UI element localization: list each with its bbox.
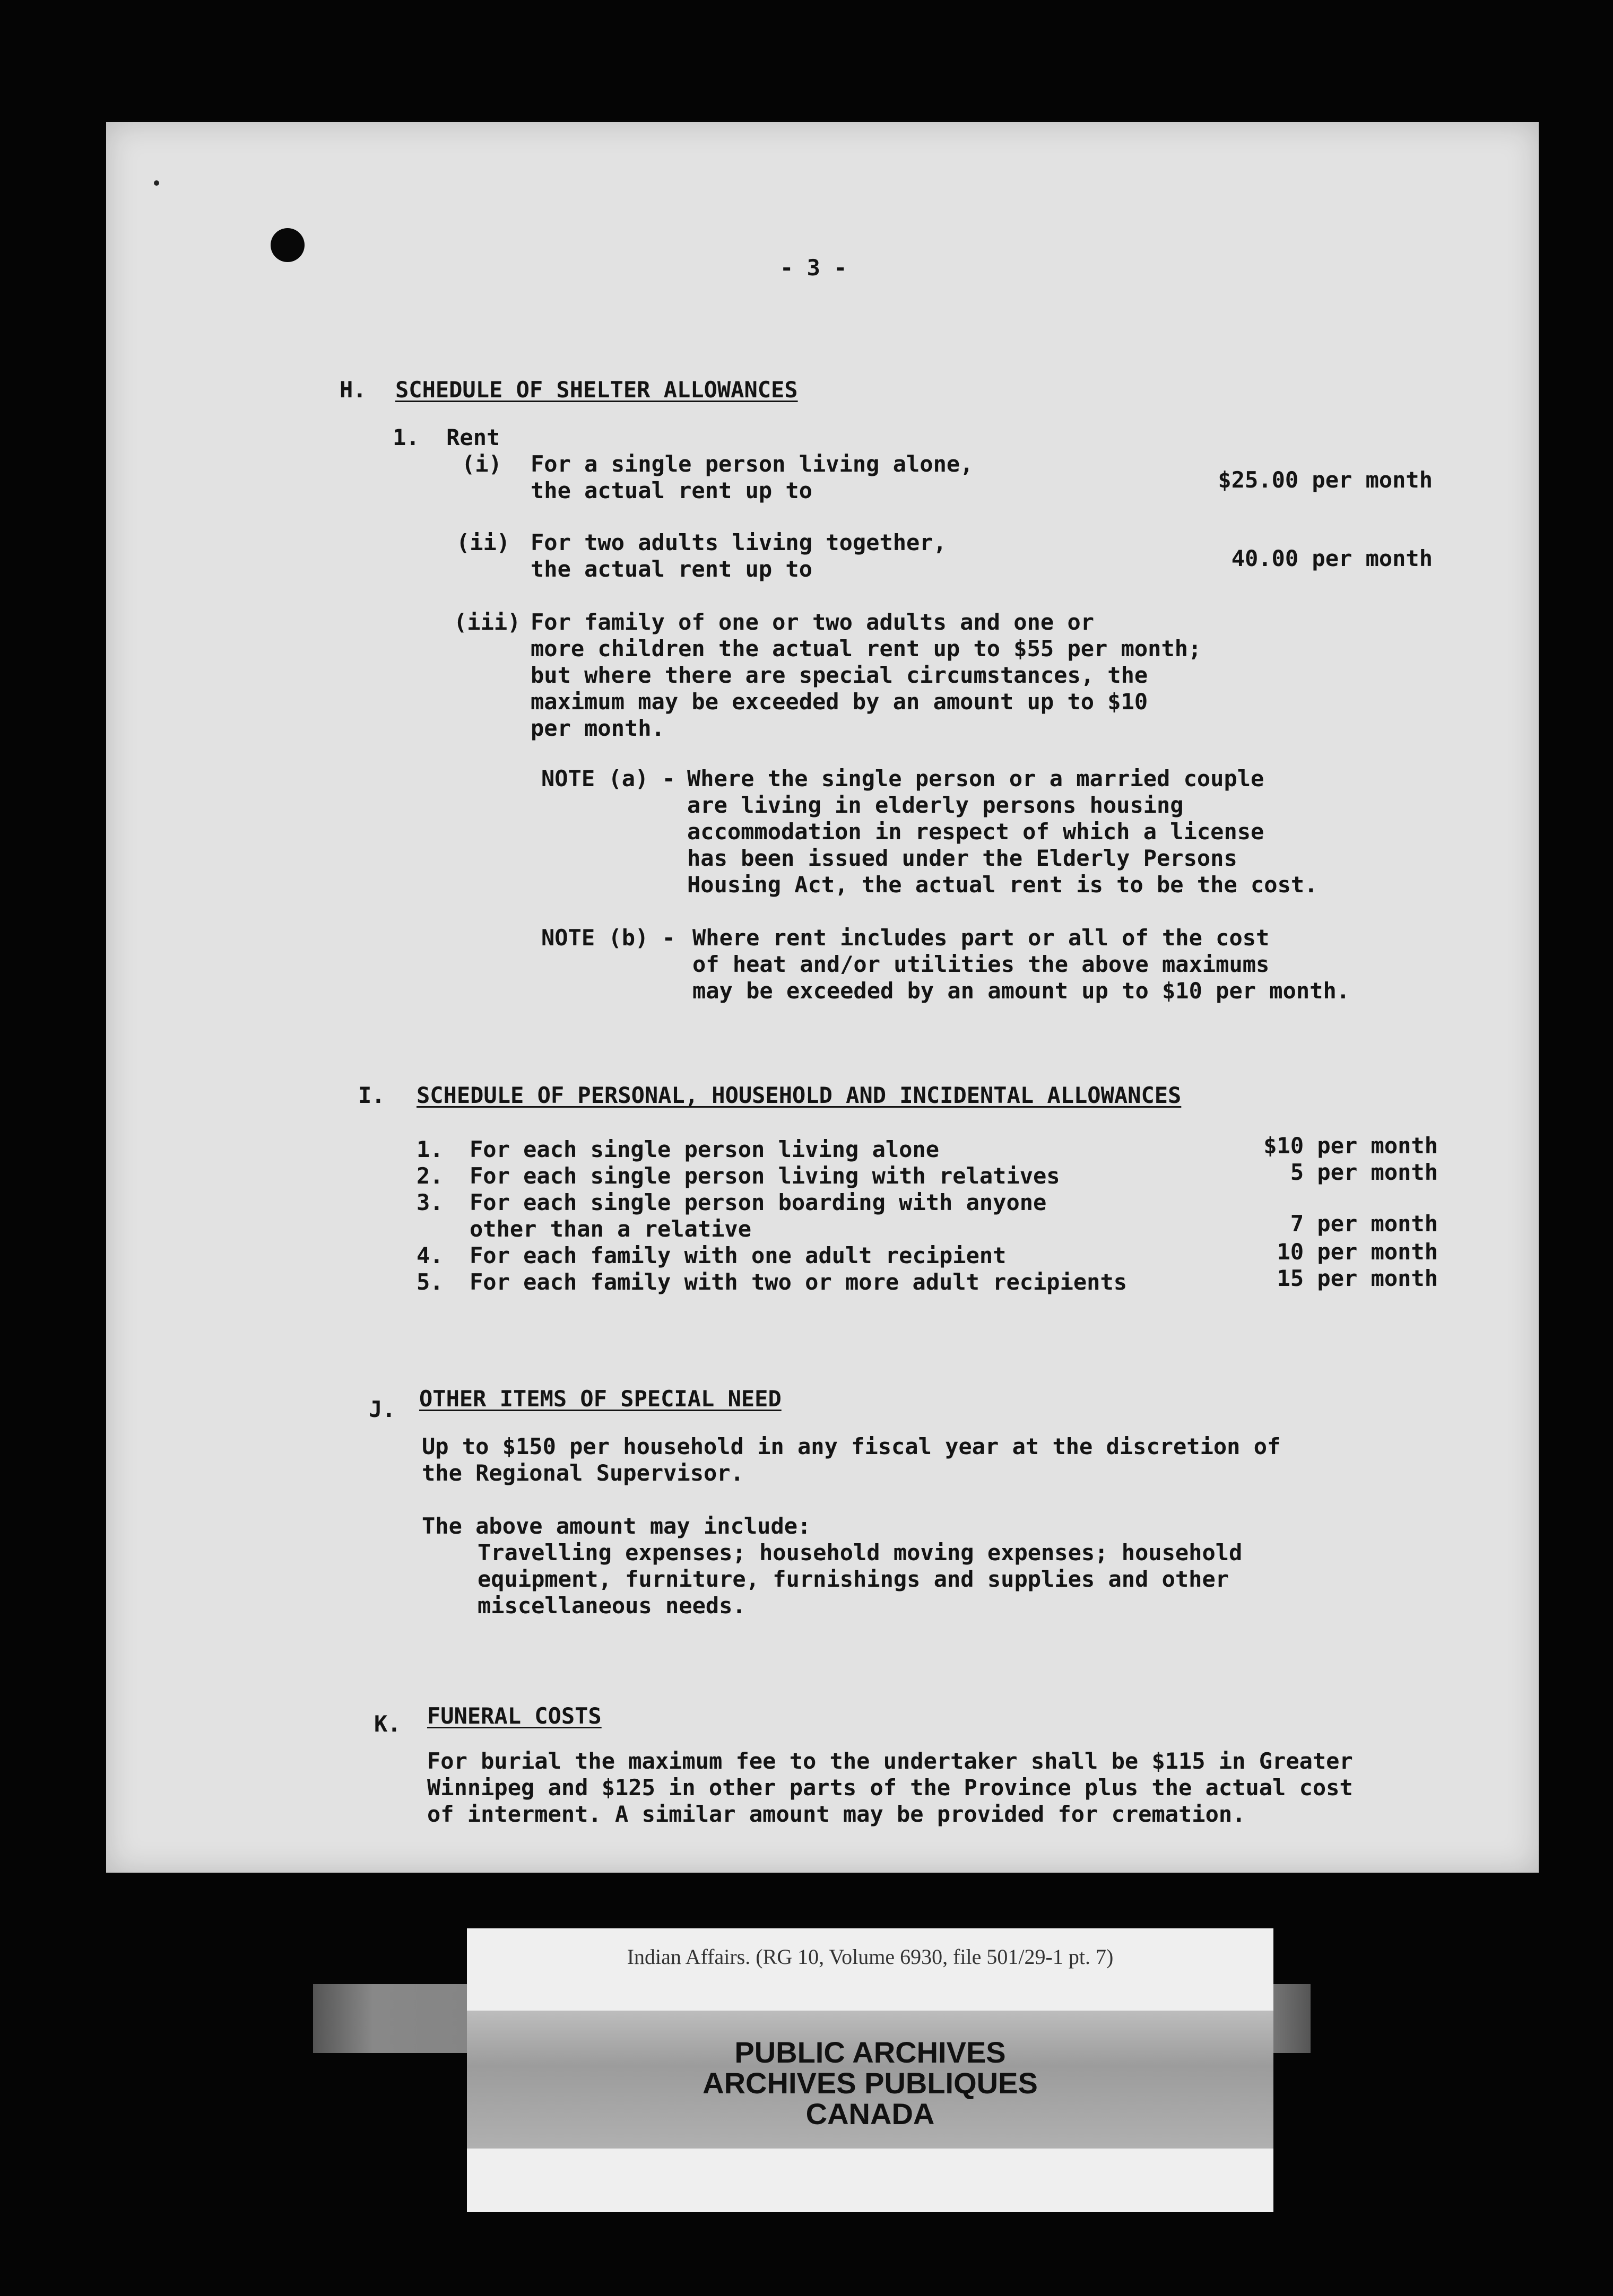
section-k-letter: K. xyxy=(374,1711,401,1737)
note-a-line: are living in elderly persons housing xyxy=(687,792,1184,818)
special-need-line: equipment, furniture, furnishings and supplies and other xyxy=(478,1566,1229,1592)
special-need-intro: The above amount may include: xyxy=(422,1513,811,1539)
archive-card xyxy=(467,1928,1273,2212)
allowance-number: 1. xyxy=(417,1136,444,1162)
note-a-line: has been issued under the Elderly Persons xyxy=(687,845,1237,871)
allowance-text: For each family with two or more adult recipients xyxy=(470,1269,1128,1295)
special-need-line: miscellaneous needs. xyxy=(478,1593,746,1619)
section-j-letter: J. xyxy=(369,1396,396,1422)
document-page xyxy=(106,122,1539,1873)
section-h-letter: H. xyxy=(340,377,367,403)
funeral-line: Winnipeg and $125 in other parts of the Province plus the actual cost xyxy=(427,1775,1353,1801)
rent-label: 1. Rent xyxy=(393,424,500,450)
allowance-number: 2. xyxy=(417,1163,444,1189)
rent-item-line: the actual rent up to xyxy=(531,556,813,582)
section-i-letter: I. xyxy=(358,1082,385,1108)
special-need-line: Up to $150 per household in any fiscal year at the discretion of xyxy=(422,1433,1281,1459)
archive-stamp-line: ARCHIVES PUBLIQUES xyxy=(703,2066,1038,2100)
note-b-label: NOTE (b) - xyxy=(541,925,675,951)
allowance-number: 3. xyxy=(417,1189,444,1215)
rent-item-line: more children the actual rent up to $55 per month; xyxy=(531,636,1202,662)
allowance-amount: 10 per month xyxy=(1277,1239,1438,1265)
note-b-line: Where rent includes part or all of the cost xyxy=(692,925,1270,951)
section-k-title: FUNERAL COSTS xyxy=(427,1703,602,1729)
special-need-line: Travelling expenses; household moving expenses; household xyxy=(478,1540,1243,1566)
allowance-amount: 7 per month xyxy=(1290,1211,1438,1237)
archive-stamp-line: PUBLIC ARCHIVES xyxy=(734,2036,1006,2069)
allowance-amount: $10 per month xyxy=(1263,1133,1438,1159)
rent-item-line: but where there are special circumstances, the xyxy=(531,662,1148,688)
allowance-text: other than a relative xyxy=(470,1216,752,1242)
funeral-line: of interment. A similar amount may be provided for cremation. xyxy=(427,1801,1246,1827)
rent-item-number: (ii) xyxy=(456,529,510,555)
rent-item-line: per month. xyxy=(531,715,665,741)
rent-item-line: For two adults living together, xyxy=(531,529,947,555)
page-number: - 3 - xyxy=(780,255,847,281)
allowance-text: For each single person living with relatives xyxy=(470,1163,1060,1189)
note-a-line: Housing Act, the actual rent is to be the cost. xyxy=(687,872,1318,898)
rent-item-number: (iii) xyxy=(454,609,521,635)
archive-stamp-band xyxy=(467,2011,1273,2149)
note-a-line: Where the single person or a married couple xyxy=(687,766,1264,792)
punch-hole xyxy=(271,228,305,262)
note-b-line: of heat and/or utilities the above maximums xyxy=(692,951,1270,977)
allowance-text: For each single person boarding with anyone xyxy=(470,1189,1047,1215)
allowance-number: 4. xyxy=(417,1242,444,1268)
note-a-label: NOTE (a) - xyxy=(541,766,675,792)
allowance-text: For each family with one adult recipient xyxy=(470,1242,1007,1268)
allowance-amount: 5 per month xyxy=(1290,1159,1438,1185)
funeral-line: For burial the maximum fee to the undertaker shall be $115 in Greater xyxy=(427,1748,1353,1774)
archive-stamp-line: CANADA xyxy=(805,2097,935,2130)
allowance-number: 5. xyxy=(417,1269,444,1295)
section-j-title: OTHER ITEMS OF SPECIAL NEED xyxy=(419,1386,782,1412)
speck-mark xyxy=(154,180,159,186)
archive-reference: Indian Affairs. (RG 10, Volume 6930, file 501/29-1 pt. 7) xyxy=(627,1945,1114,1969)
section-h-title: SCHEDULE OF SHELTER ALLOWANCES xyxy=(395,377,798,403)
allowance-text: For each single person living alone xyxy=(470,1136,940,1162)
note-a-line: accommodation in respect of which a license xyxy=(687,819,1264,845)
special-need-line: the Regional Supervisor. xyxy=(422,1460,744,1486)
allowance-amount: 15 per month xyxy=(1277,1265,1438,1291)
rent-item-line: For a single person living alone, xyxy=(531,451,974,477)
rent-item-line: maximum may be exceeded by an amount up to $10 xyxy=(531,689,1148,715)
rent-item-line: For family of one or two adults and one or xyxy=(531,609,1095,635)
section-i-title: SCHEDULE OF PERSONAL, HOUSEHOLD AND INCIDENTAL ALLOWANCES xyxy=(417,1082,1182,1108)
rent-item-number: (i) xyxy=(462,451,502,477)
rent-item-line: the actual rent up to xyxy=(531,477,813,503)
rent-amount: 40.00 per month xyxy=(1231,545,1433,571)
note-b-line: may be exceeded by an amount up to $10 per month. xyxy=(692,978,1350,1004)
rent-amount: $25.00 per month xyxy=(1218,467,1433,493)
